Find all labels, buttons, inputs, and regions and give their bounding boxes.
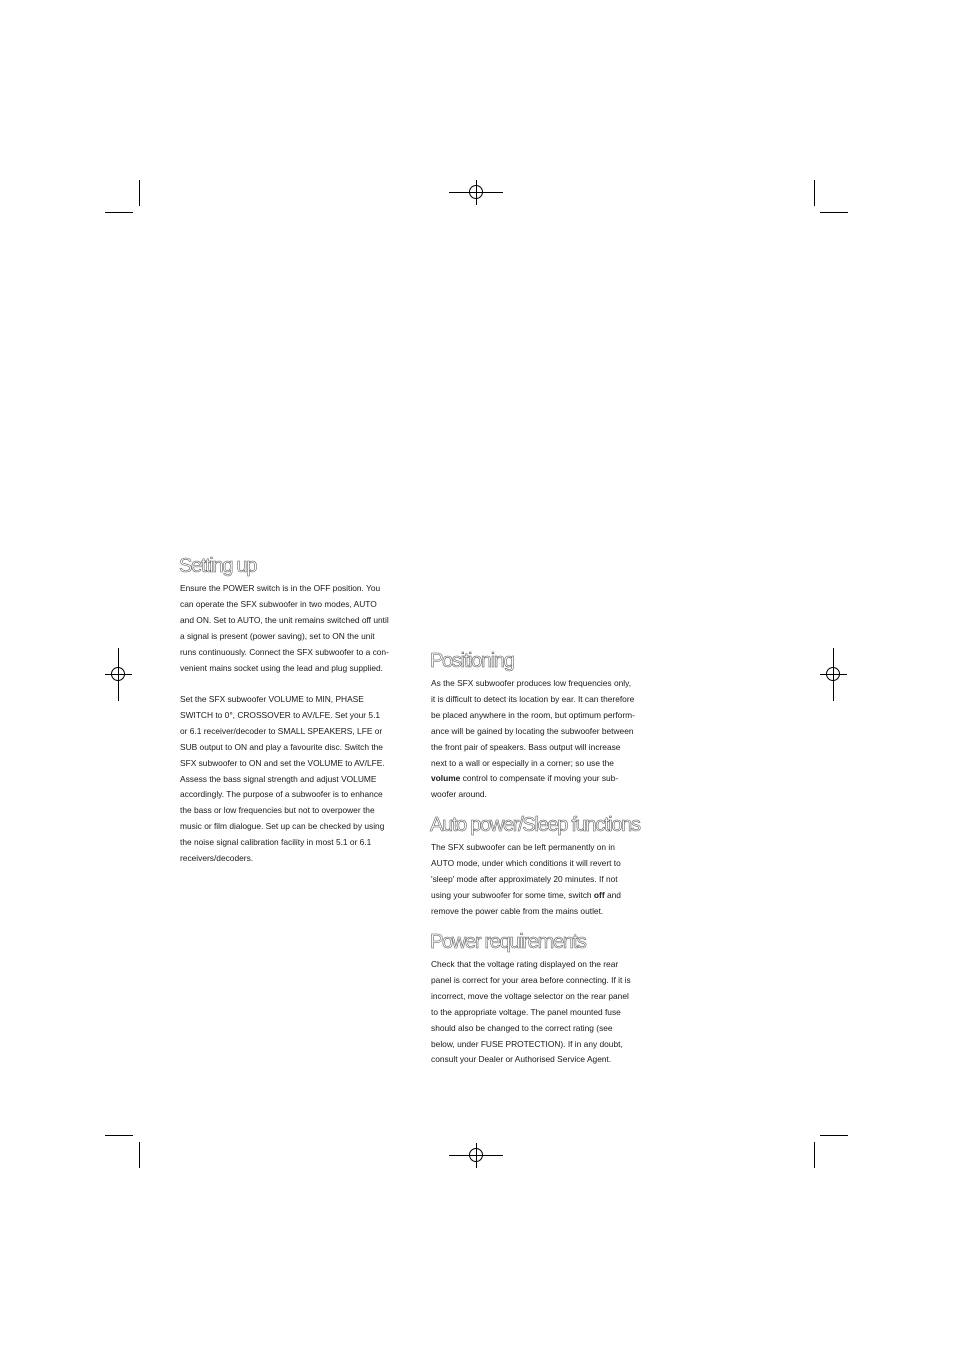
auto-power-heading: Auto power/Sleep functions xyxy=(430,814,640,836)
crop-mark-bottom-left-h xyxy=(105,1135,133,1136)
crop-mark-top-right-h xyxy=(820,212,848,213)
auto-power-paragraph: The SFX subwoofer can be left permanently on in AUTO mode, under which conditions it will revert to 'sleep' mode after approximately 20 minutes. If not using your subwoofer for some time, switch off and remove the power cable from the mains outlet. xyxy=(431,842,621,916)
volume-keyword: volume xyxy=(431,773,461,784)
crop-mark-bottom-left-v xyxy=(139,1142,140,1168)
power-requirements-heading: Power requirements xyxy=(430,931,586,953)
power-requirements-paragraph: Check that the voltage rating displayed on the rear panel is correct for your area before connecting. If it is incorrect, move the voltage selector on the rear panel to the appropriate voltage. The panel mounted fuse should also be changed to the correct rating (see below, under FUSE PROTECTION). If in any doubt, consult your Dealer or Authorised Service Agent. xyxy=(431,959,631,1065)
crop-mark-bottom-right-v xyxy=(814,1142,815,1168)
crop-mark-top-right-v xyxy=(814,180,815,206)
crop-mark-top-left-h xyxy=(105,212,133,213)
setting-up-heading: Setting up xyxy=(179,555,257,577)
off-keyword: off xyxy=(593,889,605,900)
positioning-heading: Positioning xyxy=(430,650,514,672)
crop-mark-bottom-right-h xyxy=(820,1135,848,1136)
setting-up-paragraph-2: Set the SFX subwoofer VOLUME to MIN, PHASE SWITCH to 0°, CROSSOVER to AV/LFE. Set your 5.1 or 6.1 receiver/decoder to SMALL SPEAKERS, LFE or SUB output to ON and play a favourite disc. Switch the SFX subwoofer to ON and set the VOLUME to AV/LFE. Assess the bass signal strength and adjust VOLUME accordingly. The purpose of a subwoofer is to enhance the bass or low frequencies but not to overpower the music or film dialogue. Set up can be checked by using the noise signal calibration facility in most 5.1 or 6.1 receivers/decoders. xyxy=(180,694,385,864)
setting-up-paragraph-1: Ensure the POWER switch is in the OFF position. You can operate the SFX subwoofer in two modes, AUTO and ON. Set to AUTO, the unit remains switched off until a signal is present (power saving), set to ON the unit runs continuously. Connect the SFX subwoofer to a con- venient mains socket using the lead and plug supplied. xyxy=(180,583,389,673)
crop-mark-top-left-v xyxy=(139,180,140,206)
positioning-paragraph: As the SFX subwoofer produces low frequencies only, it is difficult to detect its location by ear. It can therefore be placed anywhere in the room, but optimum perform- ance will be gained by locating the subwoofer between the front pair of speakers. Bass output will increase next to a wall or especially in a corner; so use the volume control to compensate if moving your sub- woofer around. xyxy=(431,678,635,800)
